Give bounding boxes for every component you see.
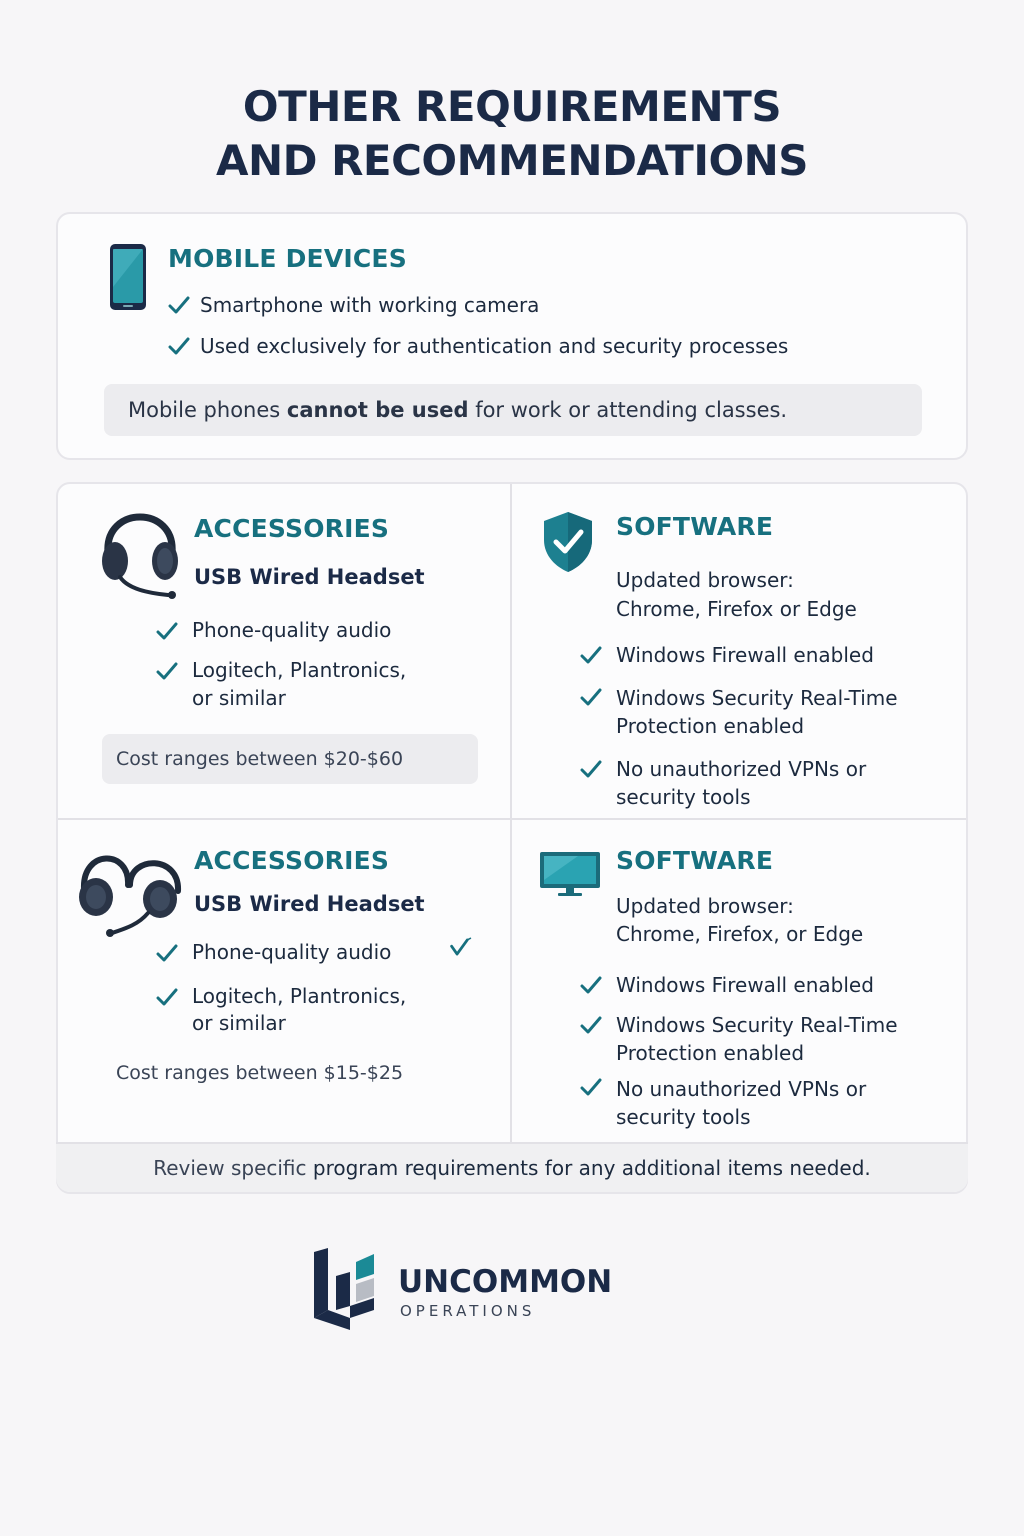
monitor-icon [538, 850, 602, 898]
mobile-note-post: for work or attending classes. [468, 398, 788, 422]
smartphone-icon [108, 242, 148, 312]
footer-note [56, 1142, 968, 1192]
software-1-browser-line-1: Updated browser: [616, 568, 794, 592]
mobile-note-pre: Mobile phones [128, 398, 287, 422]
accessories-2-cost: Cost ranges between $15-$25 [116, 1062, 404, 1084]
accessories-1-brands: Logitech, Plantronics, [192, 658, 407, 682]
shield-check-icon [540, 510, 596, 574]
check-icon [580, 1014, 602, 1036]
grid-horizontal-divider [58, 818, 966, 820]
accessories-2-heading: ACCESSORIES [194, 846, 390, 875]
check-icon [580, 686, 602, 708]
software-2-vpn: No unauthorized VPNs or [616, 1077, 867, 1101]
software-1-firewall: Windows Firewall enabled [616, 643, 874, 667]
accessories-1-similar: or similar [192, 686, 286, 710]
software-1-security: Windows Security Real-Time [616, 686, 898, 710]
software-1-vpn: No unauthorized VPNs or [616, 757, 867, 781]
software-1-tools: security tools [616, 785, 751, 809]
check-icon [168, 294, 190, 316]
footer-note-post: program requirements for any additional items needed. [312, 1156, 871, 1180]
check-icon [156, 620, 178, 642]
uncommon-logo-icon [312, 1248, 380, 1332]
accessories-2-brands: Logitech, Plantronics, [192, 984, 407, 1008]
mobile-item-authentication: Used exclusively for authentication and security processes [200, 334, 789, 358]
headset-icon [76, 845, 184, 937]
software-2-firewall: Windows Firewall enabled [616, 973, 874, 997]
page-title-line-2: AND RECOMMENDATIONS [215, 136, 809, 185]
software-2-security: Windows Security Real-Time [616, 1013, 898, 1037]
check-icon [156, 660, 178, 682]
mobile-devices-card [56, 212, 968, 460]
mobile-note-bold: cannot be used [286, 398, 469, 422]
check-icon [156, 986, 178, 1008]
grid-vertical-divider [510, 484, 512, 1142]
check-icon [580, 644, 602, 666]
check-icon [168, 335, 190, 357]
software-2-browser-line-2: Chrome, Firefox, or Edge [616, 922, 864, 946]
page-title-line-1: OTHER REQUIREMENTS [242, 82, 782, 131]
software-2-browser-line-1: Updated browser: [616, 894, 794, 918]
mobile-note [104, 384, 922, 436]
software-2-heading: SOFTWARE [616, 846, 774, 875]
check-icon [580, 974, 602, 996]
mobile-devices-heading: MOBILE DEVICES [168, 244, 407, 273]
software-2-protection: Protection enabled [616, 1041, 805, 1065]
check-icon [580, 1076, 602, 1098]
accessories-1-cost: Cost ranges between $20-$60 [102, 734, 478, 784]
mobile-item-camera: Smartphone with working camera [200, 293, 540, 317]
accessories-2-subheading: USB Wired Headset [194, 892, 425, 916]
page-title [0, 80, 1024, 188]
logo-subtitle: OPERATIONS [400, 1302, 536, 1320]
software-2-tools: security tools [616, 1105, 751, 1129]
accessories-2-audio: Phone-quality audio [192, 940, 392, 964]
headset-icon [98, 495, 182, 601]
logo-name: UNCOMMON [398, 1264, 613, 1300]
check-icon [156, 942, 178, 964]
software-1-protection: Protection enabled [616, 714, 805, 738]
accessories-1-subheading: USB Wired Headset [194, 565, 425, 589]
accessories-1-audio: Phone-quality audio [192, 618, 392, 642]
accessories-1-heading: ACCESSORIES [194, 514, 390, 543]
footer-note-pre: Review specific [153, 1156, 313, 1180]
check-stylized-icon [450, 936, 472, 958]
check-icon [580, 758, 602, 780]
software-1-browser-line-2: Chrome, Firefox or Edge [616, 597, 857, 621]
accessories-2-similar: or similar [192, 1011, 286, 1035]
software-1-heading: SOFTWARE [616, 512, 774, 541]
